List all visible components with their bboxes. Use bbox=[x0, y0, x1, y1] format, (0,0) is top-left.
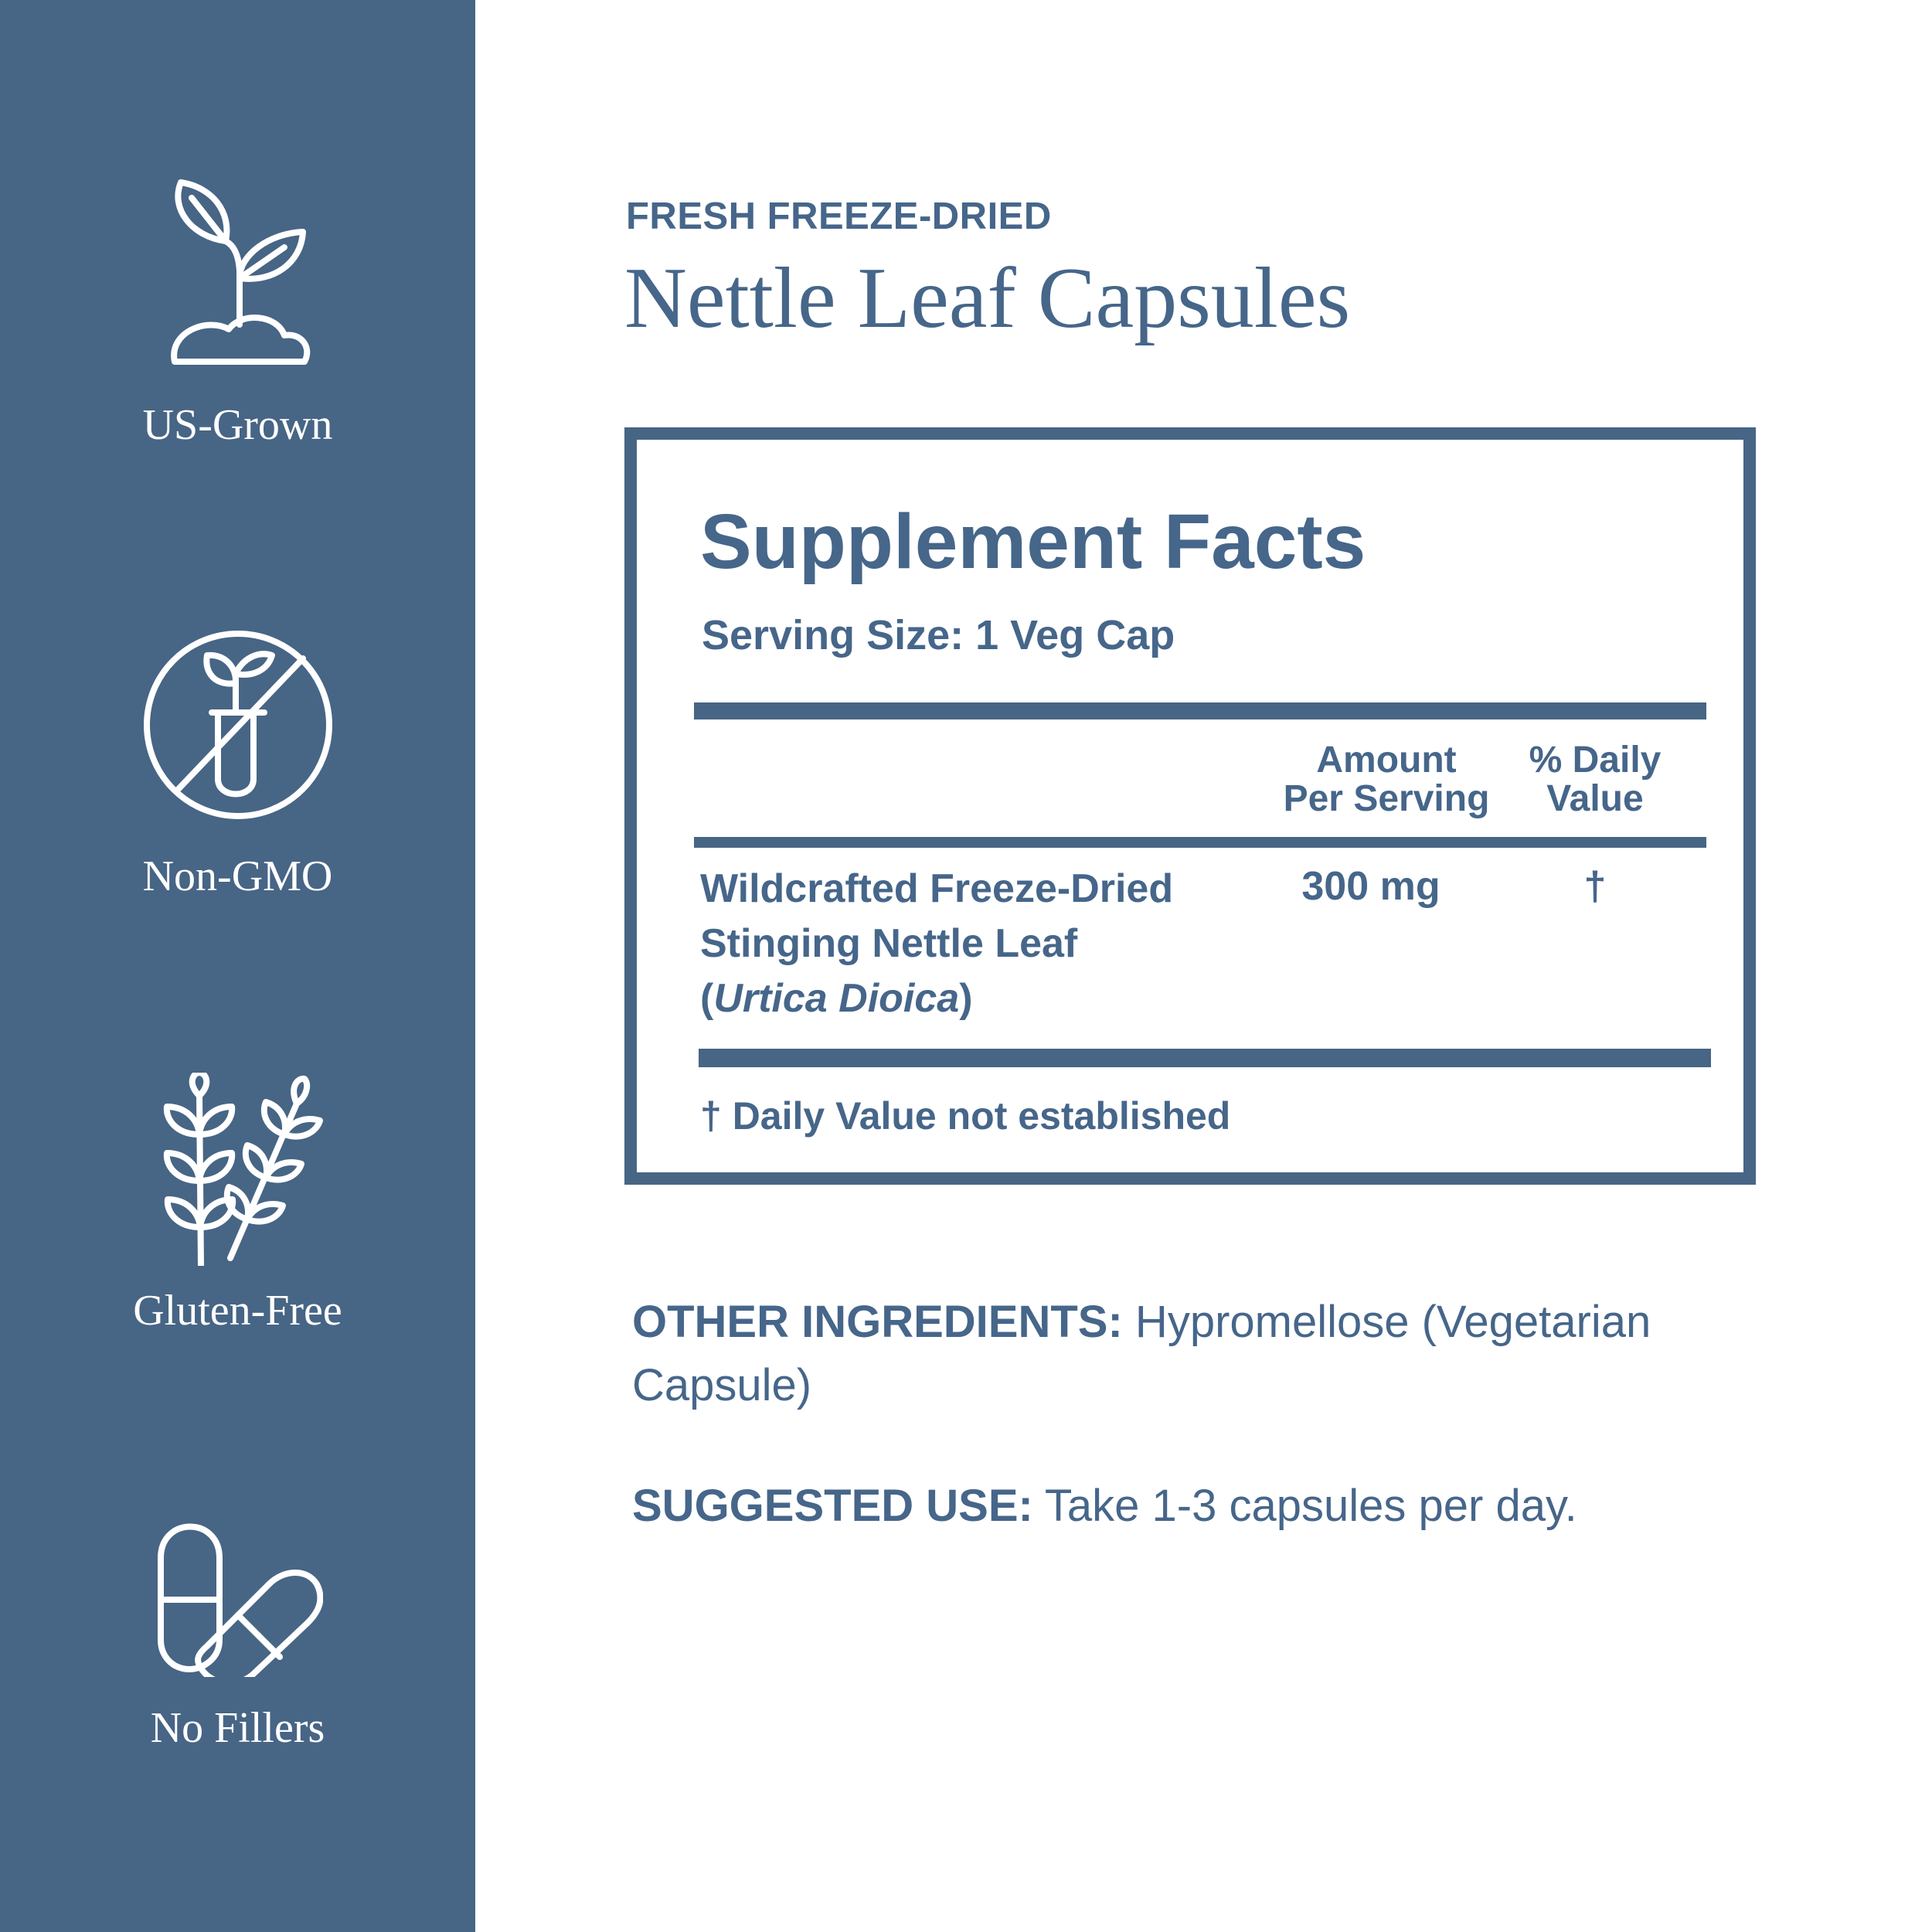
badge-us-grown bbox=[0, 178, 475, 447]
dv-header-line2: Value bbox=[1546, 778, 1644, 819]
ingredient-amount: 300 mg bbox=[1301, 864, 1440, 909]
suggested-use-label: SUGGESTED USE: bbox=[632, 1481, 1033, 1531]
daily-value-footnote: † Daily Value not established bbox=[700, 1094, 1231, 1138]
serving-size: Serving Size: 1 Veg Cap bbox=[702, 612, 1175, 658]
ingredient-line1: Wildcrafted Freeze-Dried bbox=[700, 866, 1174, 911]
bottom-divider bbox=[699, 1049, 1711, 1067]
column-header-divider bbox=[694, 837, 1706, 848]
dv-header-line1: % Daily bbox=[1529, 740, 1662, 781]
badge-label: Non-GMO bbox=[142, 852, 333, 900]
badge-gluten-free bbox=[0, 1073, 475, 1335]
suggested-use-text: Take 1-3 capsules per day. bbox=[1032, 1481, 1577, 1531]
ingredient-daily-value: † bbox=[1583, 864, 1607, 909]
thick-divider bbox=[694, 702, 1706, 719]
amount-column-header bbox=[1270, 741, 1502, 818]
product-title: Nettle Leaf Capsules bbox=[624, 250, 1351, 346]
facts-title: Supplement Facts bbox=[700, 498, 1366, 585]
ingredient-name bbox=[700, 862, 1241, 1026]
amount-header-line1: Amount bbox=[1316, 740, 1457, 781]
badge-label: No Fillers bbox=[150, 1704, 325, 1752]
other-ingredients-label: OTHER INGREDIENTS: bbox=[632, 1297, 1123, 1347]
badge-label: US-Grown bbox=[142, 401, 333, 449]
product-eyebrow: FRESH FREEZE-DRIED bbox=[626, 196, 1052, 237]
latin-close: ) bbox=[959, 976, 973, 1021]
other-ingredients bbox=[632, 1291, 1714, 1417]
sidebar bbox=[0, 0, 475, 1932]
ingredient-line2: Stinging Nettle Leaf bbox=[700, 921, 1078, 966]
latin-open: ( bbox=[700, 976, 714, 1021]
ingredient-latin-name: Urtica Dioica bbox=[713, 976, 960, 1021]
capsules-icon bbox=[153, 1522, 323, 1677]
suggested-use bbox=[632, 1475, 1714, 1538]
badge-label: Gluten-Free bbox=[133, 1287, 342, 1335]
sprout-icon bbox=[161, 178, 315, 371]
badge-no-fillers bbox=[0, 1522, 475, 1750]
badge-non-gmo bbox=[0, 624, 475, 898]
amount-header-line2: Per Serving bbox=[1283, 778, 1490, 819]
non-gmo-icon bbox=[138, 624, 338, 825]
wheat-icon bbox=[145, 1073, 331, 1266]
other-ingredients-text: Hypromellose (Vegetarian Capsule) bbox=[632, 1297, 1651, 1410]
daily-value-column-header bbox=[1502, 741, 1688, 818]
supplement-facts-panel bbox=[624, 427, 1756, 1185]
